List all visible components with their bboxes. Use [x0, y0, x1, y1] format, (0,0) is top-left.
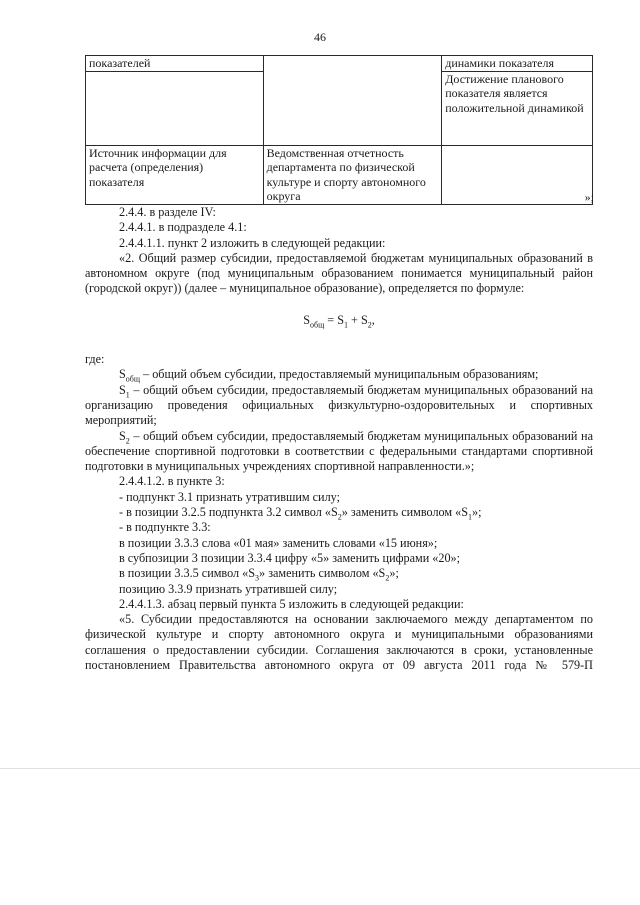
formula-plus: + [347, 312, 361, 327]
table-cell [442, 145, 593, 204]
formula-term-2: S [360, 312, 368, 327]
subsidy-formula [85, 313, 593, 328]
symbol-subscript: 2 [125, 436, 130, 445]
formula-term-1-subscript: 1 [343, 320, 348, 330]
paragraph-position-3-3-4: в субпозиции 3 позиции 3.3.4 цифру «5» заменить цифрами «20»; [119, 550, 461, 565]
symbol-s: S [119, 367, 126, 382]
text-fragment: » заменить символом «S [341, 505, 469, 520]
paragraph-subitem-3-1: - подпункт 3.1 признать утратившим силу; [119, 489, 340, 504]
paragraph-position-3-2-5 [85, 505, 593, 520]
table-cell: Источник информации для расчета (определения) показателя [86, 145, 264, 204]
symbol-subscript: общ [125, 374, 141, 384]
formula-equals: = [324, 312, 338, 327]
table-cell: Ведомственная отчетность департамента по физической культуре и спорту автономного округа [263, 145, 442, 204]
definition-s2 [85, 429, 593, 475]
table-cell: динамики показателя [442, 56, 593, 72]
paragraph-subsidy-agreement: «5. Субсидии предоставляются на основании заключаемого между департаментом по физической культуре и спорту автономного округа и муниципальными образованиями соглашения о предоставлении субсидии. Соглашения заключаются в сроки, установленные постановлением Правительства автономного округа от 09 августа 2011 года № 579-П [85, 612, 593, 673]
text-fragment: »; [472, 505, 482, 520]
paragraph-subsection-4-1: 2.4.4.1. в подразделе 4.1: [119, 220, 247, 235]
paragraph-position-3-3-5 [85, 566, 593, 581]
paragraph-item-2: 2.4.4.1.1. пункт 2 изложить в следующей редакции: [119, 235, 386, 250]
text-fragment: »; [389, 566, 399, 581]
definition-text: – общий объем субсидии, предоставляемый муниципальным образованиям; [140, 367, 539, 382]
paragraph-position-3-3-9: позицию 3.3.9 признать утратившей силу; [119, 581, 338, 596]
symbol-subscript: 3 [255, 573, 260, 583]
symbol-s: S [119, 382, 126, 397]
table-row [86, 145, 593, 204]
formula-term-1: S [337, 312, 344, 327]
definition-s1 [85, 383, 593, 429]
paragraph-where: где: [85, 352, 105, 367]
text-fragment: » заменить символом «S [259, 566, 386, 581]
symbol-subscript: 1 [468, 512, 473, 522]
paragraph-item-3: 2.4.4.1.2. в пункте 3: [119, 474, 225, 489]
table-row [86, 56, 593, 72]
symbol-subscript: 2 [337, 512, 342, 522]
table-cell [86, 71, 264, 145]
paragraph-subsidy-size: «2. Общий размер субсидии, предоставляемой бюджетам муниципальных образований в автономном округе (под муниципальным образованием понимается муниципальный район (городской округ)) (далее – муниципальное образование), определяется по формуле: [85, 250, 593, 296]
symbol-subscript: 2 [385, 573, 390, 583]
page-number: 46 [314, 30, 326, 44]
symbol-subscript: 1 [125, 390, 130, 400]
table-cell: показателей [86, 56, 264, 72]
definition-text: – общий объем субсидии, предоставляемый бюджетам муниципальных образований на обеспечение спортивной подготовки в соответствии с федеральными стандартами спортивной подготовки в муниципальных учреждениях спортивной направленности.»; [85, 428, 593, 474]
paragraph-subitem-3-3: - в подпункте 3.3: [119, 520, 211, 535]
formula-term-2-subscript: 2 [367, 320, 372, 330]
document-body [85, 205, 593, 673]
paragraph-section-iv: 2.4.4. в разделе IV: [119, 205, 216, 219]
paragraph-item-5: 2.4.4.1.3. абзац первый пункта 5 изложить в следующей редакции: [119, 596, 464, 611]
text-fragment: в позиции 3.3.5 символ «S [119, 566, 256, 581]
table-cell: Достижение планового показателя является положительной динамикой [442, 71, 593, 145]
formula-lhs: S [303, 312, 310, 327]
symbol-s: S [119, 428, 126, 443]
table-cell [263, 56, 442, 146]
closing-quote-mark: »; [584, 190, 594, 204]
formula-end: , [371, 312, 375, 327]
paragraph-position-3-3-3: в позиции 3.3.3 слова «01 мая» заменить словами «15 июня»; [119, 535, 438, 550]
text-fragment: - в позиции 3.2.5 подпункта 3.2 символ «S [119, 505, 338, 520]
blank-area [0, 768, 640, 905]
definition-s-total [85, 367, 593, 382]
definition-text: – общий объем субсидии, предоставляемый бюджетам муниципальных образований на организацию проведения официальных физкультурно-оздоровительных и спортивных мероприятий; [85, 382, 593, 428]
formula-lhs-subscript: общ [310, 320, 325, 330]
indicator-table [85, 55, 593, 205]
